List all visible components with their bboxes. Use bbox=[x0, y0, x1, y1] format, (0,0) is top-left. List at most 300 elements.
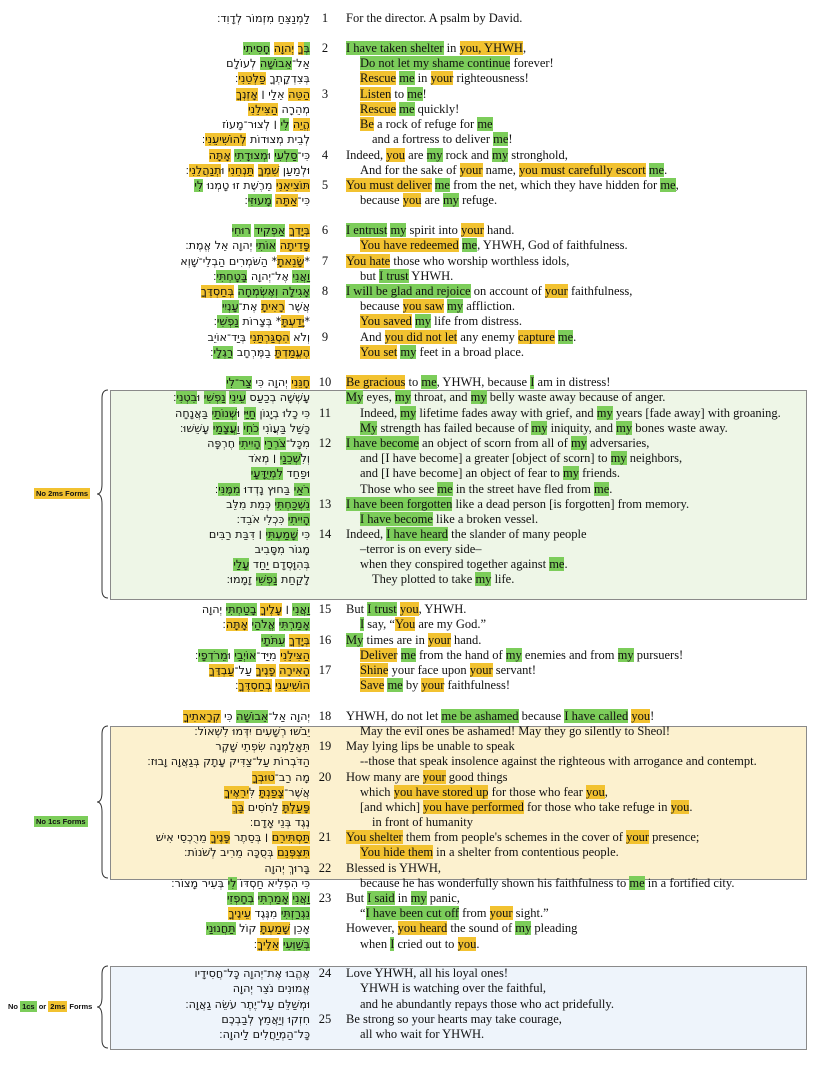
hebrew-highlight: בִטְנִי bbox=[176, 391, 198, 404]
english-highlight: you heard bbox=[397, 921, 448, 935]
hebrew-line bbox=[60, 71, 310, 86]
hebrew-highlight: עָלַי bbox=[233, 558, 250, 571]
english-line bbox=[346, 921, 577, 936]
verse-number: 18 bbox=[318, 709, 332, 723]
english-highlight: me bbox=[400, 648, 416, 662]
english-line bbox=[360, 87, 427, 102]
english-highlight: my bbox=[515, 921, 532, 935]
hebrew-highlight: אֵבוֹשָׁה bbox=[236, 710, 269, 723]
english-highlight: your bbox=[422, 770, 446, 784]
hebrew-highlight: סַלְעִי bbox=[274, 149, 298, 162]
english-text: –terror is on every side– bbox=[360, 542, 482, 556]
english-text: refuge. bbox=[458, 193, 498, 207]
hebrew-highlight: אֱלֹהַי bbox=[251, 618, 276, 631]
english-line bbox=[346, 11, 522, 26]
english-line bbox=[372, 572, 514, 587]
english-highlight: I said bbox=[367, 891, 395, 905]
english-text: an object of scorn from all of bbox=[418, 436, 571, 450]
hebrew-line bbox=[60, 800, 310, 815]
hebrew-line bbox=[60, 678, 310, 693]
english-text: life from distress. bbox=[430, 314, 522, 328]
hebrew-highlight: לִמְיֻדָּעָי bbox=[250, 467, 283, 480]
hebrew-text: מִכָּל־ bbox=[286, 437, 310, 450]
hebrew-text: ׀ בְּסֵתֶר bbox=[230, 831, 272, 844]
hebrew-text: ׃ bbox=[185, 164, 189, 177]
english-text: enemies and from bbox=[521, 648, 618, 662]
hebrew-highlight: עִתֹּתָי bbox=[261, 634, 286, 647]
english-text: good things bbox=[445, 770, 508, 784]
hebrew-text: וּ bbox=[267, 149, 275, 162]
hebrew-text: וּ bbox=[227, 649, 235, 662]
english-text: when bbox=[360, 937, 391, 951]
hebrew-line bbox=[60, 527, 310, 542]
english-text: . bbox=[573, 330, 577, 344]
hebrew-line bbox=[60, 193, 310, 208]
english-text: Blessed is YHWH, bbox=[346, 861, 442, 875]
english-line bbox=[360, 406, 781, 421]
hebrew-highlight: הָיִיתִי bbox=[287, 513, 310, 526]
hebrew-highlight: הֱיֵה bbox=[292, 118, 310, 131]
hebrew-text: יְהוָה כִּי bbox=[251, 376, 292, 389]
hebrew-line bbox=[60, 345, 310, 360]
hebrew-text: וּ bbox=[197, 391, 204, 404]
english-highlight: me bbox=[387, 678, 403, 692]
english-text: ! bbox=[422, 87, 427, 101]
verse-number: 24 bbox=[318, 966, 332, 980]
english-text: them from people's schemes in the cover of bbox=[402, 830, 627, 844]
hebrew-line bbox=[60, 466, 310, 481]
english-text: name, bbox=[482, 163, 519, 177]
english-line bbox=[346, 633, 481, 648]
english-text: like a broken vessel. bbox=[432, 512, 539, 526]
hebrew-text: וּ bbox=[236, 407, 244, 420]
hebrew-line bbox=[60, 497, 310, 512]
hebrew-text: ׃ bbox=[213, 270, 217, 283]
english-text: in bbox=[414, 71, 431, 85]
hebrew-highlight: לִי bbox=[280, 118, 290, 131]
hebrew-highlight: מָעוּזִּי bbox=[247, 194, 272, 207]
label-post: Forms bbox=[67, 1002, 93, 1011]
verse-number: 13 bbox=[318, 497, 332, 511]
verse-number: 9 bbox=[321, 330, 329, 344]
english-highlight: my bbox=[442, 193, 459, 207]
hebrew-line bbox=[60, 254, 310, 269]
english-highlight: my bbox=[531, 421, 548, 435]
hebrew-text: זָמָמוּ׃ bbox=[226, 573, 256, 586]
hebrew-highlight: הָיִיתִי bbox=[238, 437, 261, 450]
english-text: belly waste away because of anger. bbox=[486, 390, 666, 404]
english-text: say, “ bbox=[364, 617, 395, 631]
english-text: in the street have fled from bbox=[452, 482, 594, 496]
english-highlight: You saved bbox=[360, 314, 412, 328]
english-highlight: Rescue bbox=[360, 71, 397, 85]
english-line bbox=[346, 1012, 562, 1027]
hebrew-text: * הַשֹּׁמְרִים הַבְלֵי־שָׁוְא bbox=[180, 255, 278, 268]
verse-number: 20 bbox=[318, 770, 332, 784]
english-text: like a dead person [is forgotten] from memory. bbox=[452, 497, 690, 511]
english-text: . bbox=[609, 482, 613, 496]
english-text: Be strong so your hearts may take courage, bbox=[346, 1012, 562, 1026]
english-text: to bbox=[391, 87, 408, 101]
english-highlight: you bbox=[386, 148, 406, 162]
english-text: , YHWH, God of faithfulness. bbox=[477, 238, 628, 252]
verse-number: 2 bbox=[321, 41, 329, 55]
english-text: and he abundantly repays those who act pridefully. bbox=[360, 997, 614, 1011]
hebrew-highlight: פַלְּטֵנִי bbox=[238, 72, 266, 85]
english-highlight: my bbox=[426, 148, 443, 162]
english-text: your face upon bbox=[388, 663, 470, 677]
english-text: But bbox=[346, 602, 368, 616]
label-mid: or bbox=[36, 1002, 49, 1011]
english-text: from the net, which they have hidden for bbox=[449, 178, 661, 192]
english-text: YHWH is watching over the faithful, bbox=[360, 981, 547, 995]
english-text: spirit into bbox=[406, 223, 461, 237]
english-highlight: I have called bbox=[564, 709, 629, 723]
english-line bbox=[360, 163, 667, 178]
english-line bbox=[346, 436, 649, 451]
english-highlight: your bbox=[469, 663, 493, 677]
english-text: , bbox=[675, 178, 679, 192]
hebrew-highlight: נַפְשִׁי bbox=[203, 391, 226, 404]
english-text: but bbox=[360, 269, 380, 283]
hebrew-highlight: נִגְרַזְתִּי bbox=[280, 907, 310, 920]
hebrew-highlight: הֶעֱמַדְתָּ bbox=[274, 346, 310, 359]
hebrew-highlight: וַאֲנִי bbox=[292, 270, 310, 283]
english-highlight: Shine bbox=[360, 663, 389, 677]
hebrew-highlight: צַר־לִי bbox=[226, 376, 252, 389]
english-text: eyes, bbox=[363, 390, 395, 404]
hebrew-text: אֲשֶׁר bbox=[284, 300, 310, 313]
hebrew-highlight: וַאֲנִי bbox=[292, 603, 310, 616]
english-text: all who wait for YHWH. bbox=[360, 1027, 485, 1041]
english-highlight: capture bbox=[517, 330, 555, 344]
hebrew-text: * בְּצָרוֹת bbox=[238, 315, 282, 328]
hebrew-highlight: חָסִיתִי bbox=[243, 42, 271, 55]
hebrew-line bbox=[60, 617, 310, 632]
english-highlight: my bbox=[570, 436, 587, 450]
english-highlight: You hide them bbox=[360, 845, 434, 859]
english-line bbox=[360, 663, 536, 678]
english-highlight: I have taken shelter bbox=[346, 41, 444, 55]
hebrew-text: אֶל־יְהוָה bbox=[247, 270, 293, 283]
english-line bbox=[360, 451, 682, 466]
hebrew-highlight: ירֵאֶיךָ bbox=[224, 786, 249, 799]
english-line bbox=[346, 770, 507, 785]
hebrew-highlight: שָׁמַעְתָּ bbox=[260, 922, 290, 935]
english-text: YHWH, do not let bbox=[346, 709, 442, 723]
hebrew-text: * bbox=[304, 255, 310, 268]
hebrew-text: וְלֹא bbox=[289, 331, 310, 344]
english-line bbox=[360, 299, 515, 314]
verse-number: 19 bbox=[318, 739, 332, 753]
hebrew-highlight: תְנַהֲלֵנִי bbox=[188, 164, 222, 177]
hebrew-text: וּלְמַעַן bbox=[279, 164, 310, 177]
english-line bbox=[360, 876, 734, 891]
hebrew-text: ׃ bbox=[253, 938, 258, 951]
english-text: in front of humanity bbox=[372, 815, 474, 829]
hebrew-text: ׀ bbox=[282, 603, 293, 616]
hebrew-line bbox=[60, 148, 310, 163]
english-highlight: your bbox=[427, 633, 451, 647]
english-highlight: You hate bbox=[346, 254, 391, 268]
hebrew-highlight: עֲצָמַי bbox=[212, 422, 237, 435]
verse-number: 6 bbox=[321, 223, 329, 237]
hebrew-line bbox=[60, 572, 310, 587]
english-highlight: my bbox=[492, 148, 509, 162]
english-highlight: my bbox=[475, 572, 492, 586]
hebrew-text: קוֹל bbox=[235, 922, 260, 935]
hebrew-text: הַדֹּבְרוֹת עַל־צַדִּיק עָתָק בְּגַאֲוָה וָבוּז׃ bbox=[147, 755, 310, 768]
english-highlight: me bbox=[648, 163, 665, 177]
english-highlight: me be ashamed bbox=[441, 709, 519, 723]
english-text: the slander of many people bbox=[448, 527, 587, 541]
english-highlight: Listen bbox=[360, 87, 392, 101]
english-highlight: my bbox=[617, 648, 634, 662]
english-line bbox=[346, 891, 460, 906]
hebrew-text: ׃ bbox=[213, 315, 217, 328]
english-line bbox=[360, 845, 619, 860]
english-text: Indeed, bbox=[346, 148, 387, 162]
hebrew-line bbox=[60, 163, 310, 178]
english-highlight: your bbox=[459, 163, 483, 177]
english-highlight: I bbox=[530, 375, 535, 389]
label-2ms: 2ms bbox=[50, 1002, 66, 1011]
english-highlight: me bbox=[477, 117, 493, 131]
english-line bbox=[360, 648, 683, 663]
hebrew-text: כְּמֵת מִלֵּב bbox=[226, 498, 275, 511]
english-highlight: I have been forgotten bbox=[346, 497, 453, 511]
hebrew-text: כִּי bbox=[298, 528, 310, 541]
english-highlight: my bbox=[616, 421, 633, 435]
english-text: life. bbox=[491, 572, 515, 586]
english-text: presence; bbox=[649, 830, 700, 844]
hebrew-line bbox=[60, 314, 310, 329]
english-highlight: your bbox=[430, 71, 454, 85]
hebrew-highlight: חָנֵּנִי bbox=[291, 376, 310, 389]
hebrew-highlight: מִמֶּנִּי bbox=[218, 483, 241, 496]
hebrew-line bbox=[60, 633, 310, 648]
english-highlight: me bbox=[493, 132, 509, 146]
hebrew-line bbox=[60, 87, 310, 102]
hebrew-text: מְהֵרָה bbox=[277, 103, 310, 116]
english-text: . bbox=[476, 937, 480, 951]
hebrew-line bbox=[60, 557, 310, 572]
english-line bbox=[346, 148, 568, 163]
hebrew-line bbox=[60, 845, 310, 860]
hebrew-line bbox=[60, 876, 310, 891]
english-text: For the director. A psalm by David. bbox=[346, 11, 523, 25]
english-text: . bbox=[564, 557, 568, 571]
hebrew-highlight: תַּנְחֵנִי bbox=[228, 164, 255, 177]
hebrew-text bbox=[294, 42, 298, 55]
hebrew-text: ׃ bbox=[222, 618, 226, 631]
hebrew-highlight: הַצִּילֵנִי bbox=[280, 649, 310, 662]
english-line bbox=[360, 785, 608, 800]
hebrew-text bbox=[234, 285, 238, 298]
hebrew-line bbox=[60, 451, 310, 466]
english-highlight: your bbox=[626, 830, 650, 844]
english-highlight: my bbox=[390, 223, 407, 237]
hebrew-text: בְּצִדְקָתְךָ bbox=[265, 72, 310, 85]
english-highlight: me bbox=[461, 238, 478, 252]
hebrew-text: נֶגֶד בְּנֵי אָדָם׃ bbox=[249, 816, 310, 829]
english-line bbox=[360, 482, 612, 497]
english-text: hand. bbox=[450, 633, 482, 647]
english-text: stronghold, bbox=[508, 148, 568, 162]
english-text: “ bbox=[360, 906, 366, 920]
hebrew-highlight: אָמַרְתִּי bbox=[257, 892, 289, 905]
english-text: rock and bbox=[442, 148, 493, 162]
english-text: am in distress! bbox=[534, 375, 611, 389]
hebrew-line bbox=[60, 602, 310, 617]
english-line bbox=[360, 193, 497, 208]
hebrew-highlight: אָתָּה bbox=[225, 618, 248, 631]
english-highlight: you did not let bbox=[384, 330, 458, 344]
hebrew-text: ׀ מְאֹד bbox=[248, 452, 280, 465]
hebrew-highlight: בְּיָדְךָ bbox=[288, 224, 310, 237]
english-text: forever! bbox=[510, 56, 554, 70]
english-highlight: You must deliver bbox=[346, 178, 432, 192]
hebrew-line bbox=[60, 1027, 310, 1042]
hebrew-highlight: הָאִירָה bbox=[279, 664, 310, 677]
english-text: --those that speak insolence against the righteous with arrogance and contempt. bbox=[360, 754, 757, 768]
english-line bbox=[346, 830, 699, 845]
english-line bbox=[360, 906, 549, 921]
english-highlight: you bbox=[457, 937, 477, 951]
english-text: the sound of bbox=[447, 921, 516, 935]
hebrew-text: כִּי כָלוּ בְיָגוֹן bbox=[255, 407, 310, 420]
english-text: They plotted to take bbox=[372, 572, 476, 586]
hebrew-highlight: לִי bbox=[194, 179, 204, 192]
hebrew-line bbox=[60, 284, 310, 299]
hebrew-text: בַמֶּרְחָב bbox=[233, 346, 275, 359]
hebrew-line bbox=[60, 648, 310, 663]
verse-number: 11 bbox=[318, 406, 332, 420]
hebrew-text: עָשְׁשָׁה בְכַעַס bbox=[245, 391, 310, 404]
english-highlight: me bbox=[660, 178, 676, 192]
label-text: No 1cs Forms bbox=[36, 817, 86, 826]
hebrew-line bbox=[60, 966, 310, 981]
hebrew-text: חֶרְפָּה bbox=[207, 437, 239, 450]
hebrew-line bbox=[60, 891, 310, 906]
english-highlight: me bbox=[399, 102, 415, 116]
english-line bbox=[360, 981, 546, 996]
english-text: [and which] bbox=[360, 800, 424, 814]
hebrew-line bbox=[60, 861, 310, 876]
hebrew-text: לִּ bbox=[248, 786, 259, 799]
english-text: are bbox=[405, 148, 427, 162]
english-line bbox=[360, 724, 670, 739]
hebrew-line bbox=[60, 102, 310, 117]
hebrew-highlight: עֵינִי bbox=[229, 391, 246, 404]
hebrew-highlight: בָּטָחְתִּי bbox=[216, 270, 248, 283]
english-highlight: you bbox=[586, 785, 605, 799]
english-highlight: you bbox=[631, 709, 651, 723]
english-line bbox=[372, 132, 513, 147]
hebrew-text: בָּרוּךְ יְהוָה bbox=[264, 862, 310, 875]
hebrew-text: יְהוָה אֵל אֱמֶת׃ bbox=[185, 239, 256, 252]
english-highlight: I will be glad and rejoice bbox=[346, 284, 471, 298]
hebrew-text: ׃ bbox=[235, 679, 239, 692]
english-highlight: my bbox=[505, 648, 522, 662]
english-highlight: I have become bbox=[360, 512, 433, 526]
english-line bbox=[346, 602, 466, 617]
english-highlight: I entrust bbox=[346, 223, 388, 237]
english-highlight: you bbox=[670, 800, 690, 814]
english-highlight: I bbox=[360, 617, 365, 631]
english-text: and [I have become] a greater [object of scorn] to bbox=[360, 451, 611, 465]
verse-number: 14 bbox=[318, 527, 332, 541]
hebrew-text: מֵרֻכְסֵי אִישׁ bbox=[155, 831, 211, 844]
hebrew-line bbox=[60, 709, 310, 724]
english-text: , bbox=[522, 41, 527, 55]
hebrew-text: ׃ bbox=[244, 194, 248, 207]
english-highlight: Be gracious bbox=[346, 375, 406, 389]
english-highlight: I trust bbox=[367, 602, 397, 616]
hebrew-line bbox=[60, 770, 310, 785]
hebrew-line bbox=[60, 421, 310, 436]
hebrew-text bbox=[248, 618, 252, 631]
hebrew-highlight: אוֹיְבַי bbox=[234, 649, 257, 662]
hebrew-text: ׃ bbox=[235, 72, 239, 85]
english-highlight: Rescue bbox=[360, 102, 397, 116]
english-text: lifetime fades away with grief, and bbox=[416, 406, 597, 420]
hebrew-highlight: הַטֵּה bbox=[288, 88, 310, 101]
english-highlight: Do not let my shame continue bbox=[360, 56, 511, 70]
hebrew-text: יֵבֹשׁוּ רְשָׁעִים יִדְּמוּ לִשְׁאוֹל׃ bbox=[194, 725, 310, 738]
english-line bbox=[360, 617, 486, 632]
english-text: How many are bbox=[346, 770, 423, 784]
english-highlight: I have heard bbox=[386, 527, 449, 541]
hebrew-highlight: טוּבְךָ bbox=[251, 771, 275, 784]
hebrew-text: וְלִ bbox=[300, 452, 310, 465]
hebrew-line bbox=[60, 41, 310, 56]
english-highlight: you have stored up bbox=[393, 785, 489, 799]
hebrew-text: אֶהֱבוּ אֶת־יְהוָה כָּל־חֲסִידָיו bbox=[194, 967, 310, 980]
english-text: and a fortress to deliver bbox=[372, 132, 494, 146]
english-highlight: my bbox=[563, 466, 580, 480]
hebrew-highlight: עַבְדֶּךָ bbox=[208, 664, 235, 677]
hebrew-line bbox=[60, 269, 310, 284]
english-line bbox=[360, 466, 620, 481]
hebrew-line bbox=[60, 921, 310, 936]
hebrew-highlight: צָפַנְתָּ bbox=[258, 786, 285, 799]
english-highlight: my bbox=[415, 314, 431, 328]
english-highlight: You shelter bbox=[346, 830, 403, 844]
english-text: Indeed, bbox=[360, 406, 401, 420]
english-line bbox=[346, 709, 654, 724]
english-text: affliction. bbox=[463, 299, 515, 313]
english-line bbox=[360, 238, 628, 253]
hebrew-line bbox=[60, 815, 310, 830]
english-text: And bbox=[360, 330, 385, 344]
hebrew-highlight: חַיַּי bbox=[243, 407, 256, 420]
english-text: faithfulness! bbox=[444, 678, 510, 692]
label-text: No 2ms Forms bbox=[36, 489, 89, 498]
english-text: years [fade away] with groaning. bbox=[612, 406, 781, 420]
english-line bbox=[346, 527, 587, 542]
english-line bbox=[346, 178, 679, 193]
english-highlight: My bbox=[346, 390, 364, 404]
english-text: Those who see bbox=[360, 482, 438, 496]
hebrew-text: לְבֵית מְצוּדוֹת bbox=[246, 133, 310, 146]
english-text: strength has failed because of bbox=[377, 421, 532, 435]
english-line bbox=[360, 937, 479, 952]
hebrew-text: עָשֵׁשׁוּ׃ bbox=[179, 422, 213, 435]
english-highlight: my bbox=[610, 451, 627, 465]
hebrew-line bbox=[60, 981, 310, 996]
verse-number: 23 bbox=[318, 891, 332, 905]
